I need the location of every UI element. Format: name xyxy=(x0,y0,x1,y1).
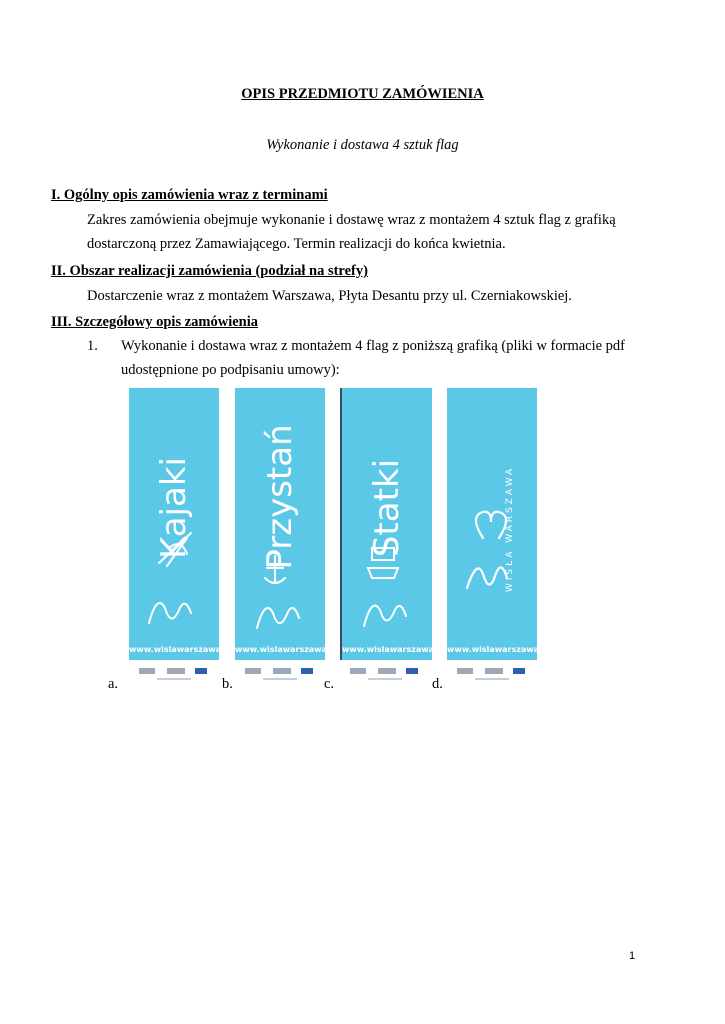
flag-wisla-warszawa xyxy=(447,388,551,660)
section-heading-2: II. Obszar realizacji zamówienia (podział na strefy) xyxy=(51,263,368,279)
section-2-line-1: Dostarczenie wraz z montażem Warszawa, Płyta Desantu przy ul. Czerniakowskiej. xyxy=(87,288,572,304)
document-title: OPIS PRZEDMIOTU ZAMÓWIENIA xyxy=(241,86,484,102)
list-number: 1. xyxy=(87,338,98,354)
flag-url: www.wislawarszawa.pl xyxy=(129,645,233,654)
section-2-paragraph xyxy=(87,284,642,308)
flag-word-przystan: Przystań xyxy=(260,424,300,570)
section-1-paragraph xyxy=(87,208,642,256)
flag-url: www.wislawarszawa.pl xyxy=(342,645,446,654)
flag-sponsor-strip xyxy=(235,660,325,687)
flag-kajaki xyxy=(129,388,233,660)
flag-label-d: d. xyxy=(432,676,443,692)
flag-brand-text: WISŁA WARSZAWA xyxy=(505,466,515,593)
flag-label-a: a. xyxy=(108,676,119,692)
flag-statki xyxy=(340,388,446,660)
page-number: 1 xyxy=(629,950,636,962)
flag-przystan xyxy=(235,388,339,660)
section-1-line-1: Zakres zamówienia obejmuje wykonanie i dostawę wraz z montażem 4 sztuk flag z grafiką xyxy=(87,212,616,228)
document-subtitle: Wykonanie i dostawa 4 sztuk flag xyxy=(266,137,459,153)
flag-sponsor-strip xyxy=(129,660,219,687)
list-item-text xyxy=(121,334,641,382)
heart-wave-icon xyxy=(447,388,551,660)
section-1-line-2: dostarczoną przez Zamawiającego. Termin realizacji do końca kwietnia. xyxy=(87,236,506,252)
section-heading-1: I. Ogólny opis zamówienia wraz z terminami xyxy=(51,187,328,203)
flag-label-c: c. xyxy=(324,676,335,692)
flag-sponsor-strip xyxy=(340,660,430,687)
flag-url: www.wislawarszawa.pl xyxy=(447,645,551,654)
flag-label-b: b. xyxy=(222,676,233,692)
list-item-line-1: Wykonanie i dostawa wraz z montażem 4 flag z poniższą grafiką (pliki w formacie pdf xyxy=(121,338,626,354)
flag-url: www.wislawarszawa.pl xyxy=(235,645,339,654)
flag-word-statki: Statki xyxy=(367,458,407,557)
flag-sponsor-strip xyxy=(447,660,537,687)
section-heading-3: III. Szczegółowy opis zamówienia xyxy=(51,314,259,330)
list-item-line-2: udostępnione po podpisaniu umowy): xyxy=(121,362,340,378)
flag-word-kajaki: Kajaki xyxy=(154,456,194,559)
